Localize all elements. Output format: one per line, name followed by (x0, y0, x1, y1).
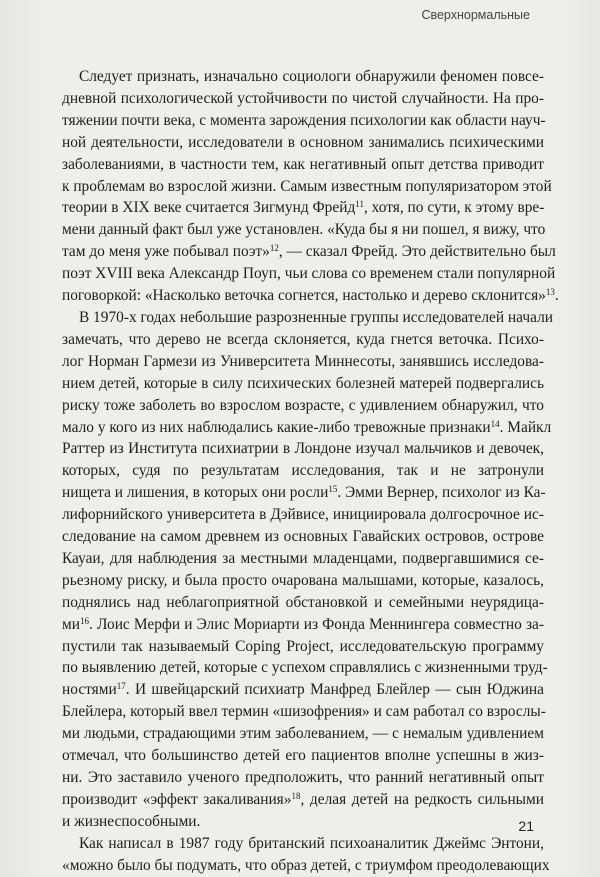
footnote-ref: 13 (545, 287, 555, 298)
text-line: которых, судя по результатам исследования, так и не затронули (62, 462, 544, 480)
text-line: ни. Это заставило ученого предположить, что ранний негативный опыт (62, 769, 544, 786)
page-number: 21 (518, 818, 534, 834)
text-line: Блейлера, который ввел термин «шизофрения» и сам работал со взрослы- (62, 703, 546, 721)
text-line: заболеваниями, в частности тем, как негативный опыт детства приводит (62, 155, 544, 173)
text-line: нием детей, которые в силу психических болезней матерей подвергались (62, 374, 544, 392)
text-line: замечать, что дерево не всегда склоняется, куда гнется веточка. Психо- (62, 330, 544, 348)
text-line: рьезному риску, и была просто очарована малышами, которые, казалось, (62, 571, 544, 589)
text-line: ной деятельности, исследователи в основном занимались психическими (62, 133, 544, 151)
text-line: поговоркой: «Насколько веточка согнется, настолько и дерево склонится»$^{13}$. (62, 287, 559, 305)
text-line: поэт XVIII века Александр Поуп, чьи слова со временем стали популярной (62, 265, 556, 283)
footnote-ref: 15 (328, 484, 338, 495)
text-line: Раттер из Института психиатрии в Лондоне изучал мальчиков и девочек, (62, 440, 544, 458)
footnote-ref: 12 (269, 243, 279, 254)
text-line: и жизнеспособными. (62, 812, 201, 830)
text-line: к проблемам во взрослой жизни. Самым известным популяризатором этой (62, 177, 552, 195)
text-line: отмечал, что большинство детей его пациентов вполне успешны в жиз- (62, 747, 544, 765)
text-line: «можно было бы подумать, что образ детей, с триумфом преодолевающих (62, 856, 550, 874)
footnote-ref: 17 (116, 681, 126, 692)
body-text (62, 66, 559, 877)
text-line: поднялись над неблагоприятной обстановкой и семейными неурядица- (62, 593, 544, 611)
text-line: лог Норман Гармези из Университета Миннесоты, занявшись исследова- (62, 352, 544, 370)
text-line: пустили так называемый Coping Project, исследовательскую программу (62, 637, 544, 655)
text-line: ностями$^{17}$. И швейцарский психиатр Манфред Блейлер — сын Юджина (62, 681, 544, 699)
text-line: Как написал в 1987 году британский психоаналитик Джеймс Энтони, (78, 834, 544, 852)
footnote-ref: 11 (355, 199, 364, 210)
text-line: тяжении почти века, с момента зарождения психологии как области науч- (62, 111, 546, 129)
paragraph-1 (62, 66, 559, 307)
text-line: лифорнийского университета в Дэйвисе, инициировала долгосрочное ис- (62, 506, 544, 524)
text-line: по выявлению детей, которые с успехом справлялись с жизненными труд- (62, 659, 548, 677)
footnote-ref: 18 (291, 790, 301, 801)
paragraph-2 (62, 307, 553, 833)
text-line: В 1970-х годах небольшие разрозненные группы исследователей начали (78, 308, 553, 326)
text-line: мени данный факт был уже установлен. «Куда бы я ни пошел, я вижу, что (62, 221, 546, 239)
text-line: Кауаи, для наблюдения за местными младенцами, подвергавшимися се- (62, 549, 544, 567)
footnote-ref: 14 (490, 418, 500, 429)
text-line: риску тоже заболеть во взрослом возрасте, с удивлением обнаружил, что (62, 396, 544, 414)
text-line: теории в XIX веке считается Зигмунд Фрейд$^{11}$, хотя, по сути, к этому вре- (62, 199, 545, 217)
text-line: нищета и лишения, в которых они росли$^{15}$. Эмми Вернер, психолог из Ка- (62, 484, 546, 502)
footnote-ref: 16 (79, 615, 89, 626)
text-line: Следует признать, изначально социологи обнаружили феномен повсе- (78, 68, 544, 85)
text-line: производит «эффект закаливания»$^{18}$, делая детей на редкость сильными (62, 790, 545, 808)
text-line: там до меня уже побывал поэт»$^{12}$, — сказал Фрейд. Это действительно был (62, 243, 556, 261)
text-line: $ми^{16}$. Лоис Мерфи и Элис Мориарти из Фонда Меннингера совместно за- (62, 615, 544, 633)
text-line: следование на самом древнем из основных Гавайских островов, острове (62, 528, 544, 546)
running-head: Сверхнормальные (421, 8, 530, 22)
paragraph-3 (62, 833, 550, 877)
text-line: ми людьми, страдающими этим заболеванием, — с немалым удивлением (62, 725, 544, 743)
text-line: дневной психологической устойчивости по чистой случайности. На про- (62, 89, 544, 107)
text-line: мало у кого из них наблюдались какие-либо тревожные признаки$^{14}$. Майкл (62, 418, 552, 436)
